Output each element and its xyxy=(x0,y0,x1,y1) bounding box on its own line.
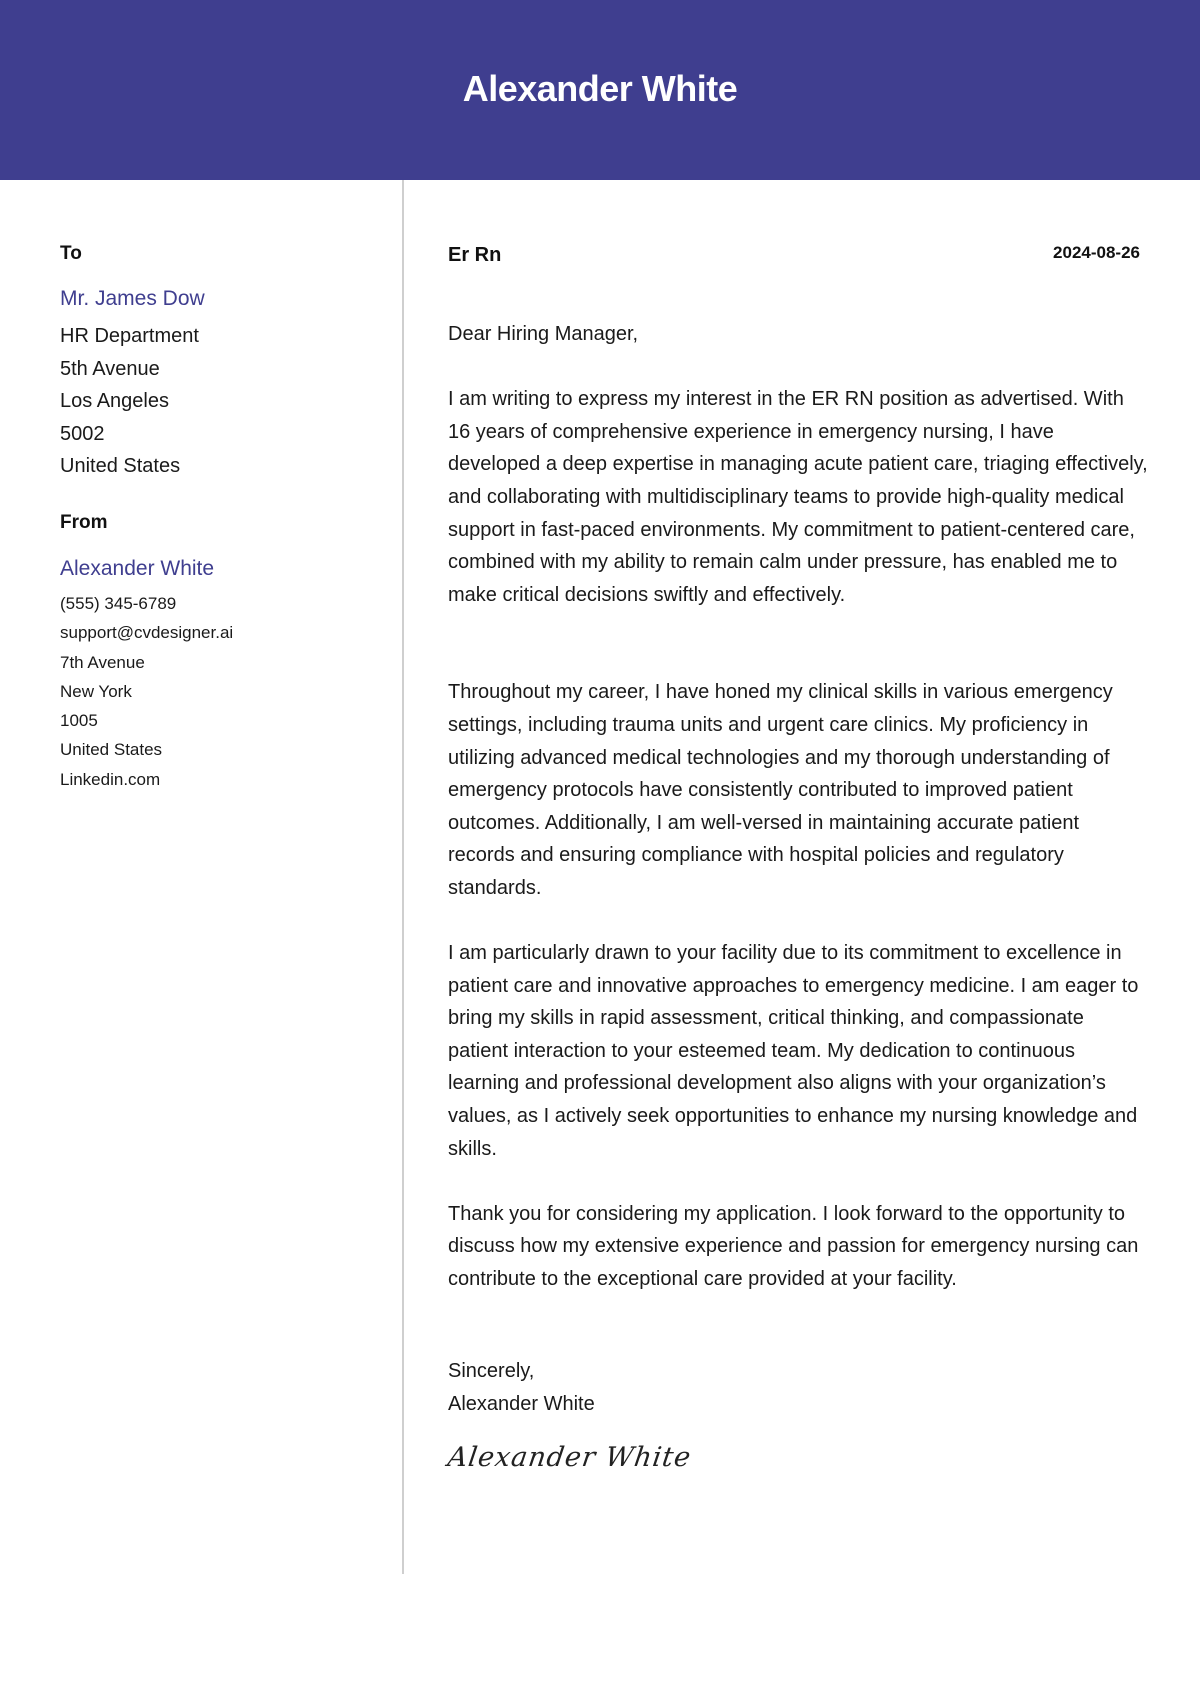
closing-block xyxy=(448,1355,595,1420)
header-name: Alexander White xyxy=(462,68,738,109)
sender-street: 7th Avenue xyxy=(60,652,145,672)
sender-phone: (555) 345-6789 xyxy=(60,594,177,613)
position-title: Er Rn xyxy=(448,244,502,266)
closing: Sincerely, xyxy=(448,1360,535,1382)
letter-date: 2024-08-26 xyxy=(1053,243,1140,262)
from-label: From xyxy=(60,512,108,533)
body-paragraph: Throughout my career, I have honed my clinical skills in various emergency settings, including trauma units and urgent care clinics. My proficiency in utilizing advanced medical technologies and my thorough understanding of emergency protocols have consistently contributed to improved patient outcomes. Additionally, I am well-versed in maintaining accurate patient records and ensuring compliance with hospital policies and regulatory standards. xyxy=(448,681,1113,899)
recipient-country: United States xyxy=(60,455,181,477)
recipient-street: 5th Avenue xyxy=(60,357,160,380)
body-paragraph: I am particularly drawn to your facility due to its commitment to excellence in patient care and innovative approaches to emergency medicine. I am eager to bring my skills in rapid assessment, critical thinking, and compassionate patient interaction to your esteemed team. My dedication to continuous learning and professional development also aligns with your organization’s values, as I actively seek opportunities to enhance my nursing knowledge and skills. xyxy=(448,942,1139,1160)
handwritten-signature: Alexander White xyxy=(445,1442,694,1473)
sender-linkedin: Linkedin.com xyxy=(60,769,161,789)
body-paragraph: Thank you for considering my application. I look forward to the opportunity to discuss how my extensive experience and passion for emergency nursing can contribute to the exceptional care provided at your facility. xyxy=(448,1202,1139,1291)
sender-contact xyxy=(60,589,233,794)
greeting: Dear Hiring Manager, xyxy=(448,323,639,345)
to-label: To xyxy=(60,243,82,264)
column-divider xyxy=(402,180,404,1574)
recipient-city: Los Angeles xyxy=(60,390,169,412)
sender-name: Alexander White xyxy=(60,557,215,580)
letter-body xyxy=(448,318,1148,1296)
sender-city: New York xyxy=(60,681,132,701)
recipient-address xyxy=(60,320,199,483)
body-paragraph: I am writing to express my interest in the ER RN position as advertised. With 16 years of comprehensive experience in emergency nursing, I have developed a deep expertise in managing acute patient care, triaging effectively, and collaborating with multidisciplinary teams to provide high-quality medical support in fast-paced environments. My commitment to patient-centered care, combined with my ability to remain calm under pressure, has enabled me to make critical decisions swiftly and effectively. xyxy=(448,388,1148,606)
header-banner xyxy=(0,0,1200,180)
sender-postal-code: 1005 xyxy=(60,711,98,731)
recipient-department: HR Department xyxy=(60,325,199,347)
recipient-name: Mr. James Dow xyxy=(60,287,205,310)
sender-country: United States xyxy=(60,740,163,760)
signer-name: Alexander White xyxy=(448,1392,595,1415)
sender-email: support@cvdesigner.ai xyxy=(60,623,234,643)
recipient-postal-code: 5002 xyxy=(60,422,105,445)
